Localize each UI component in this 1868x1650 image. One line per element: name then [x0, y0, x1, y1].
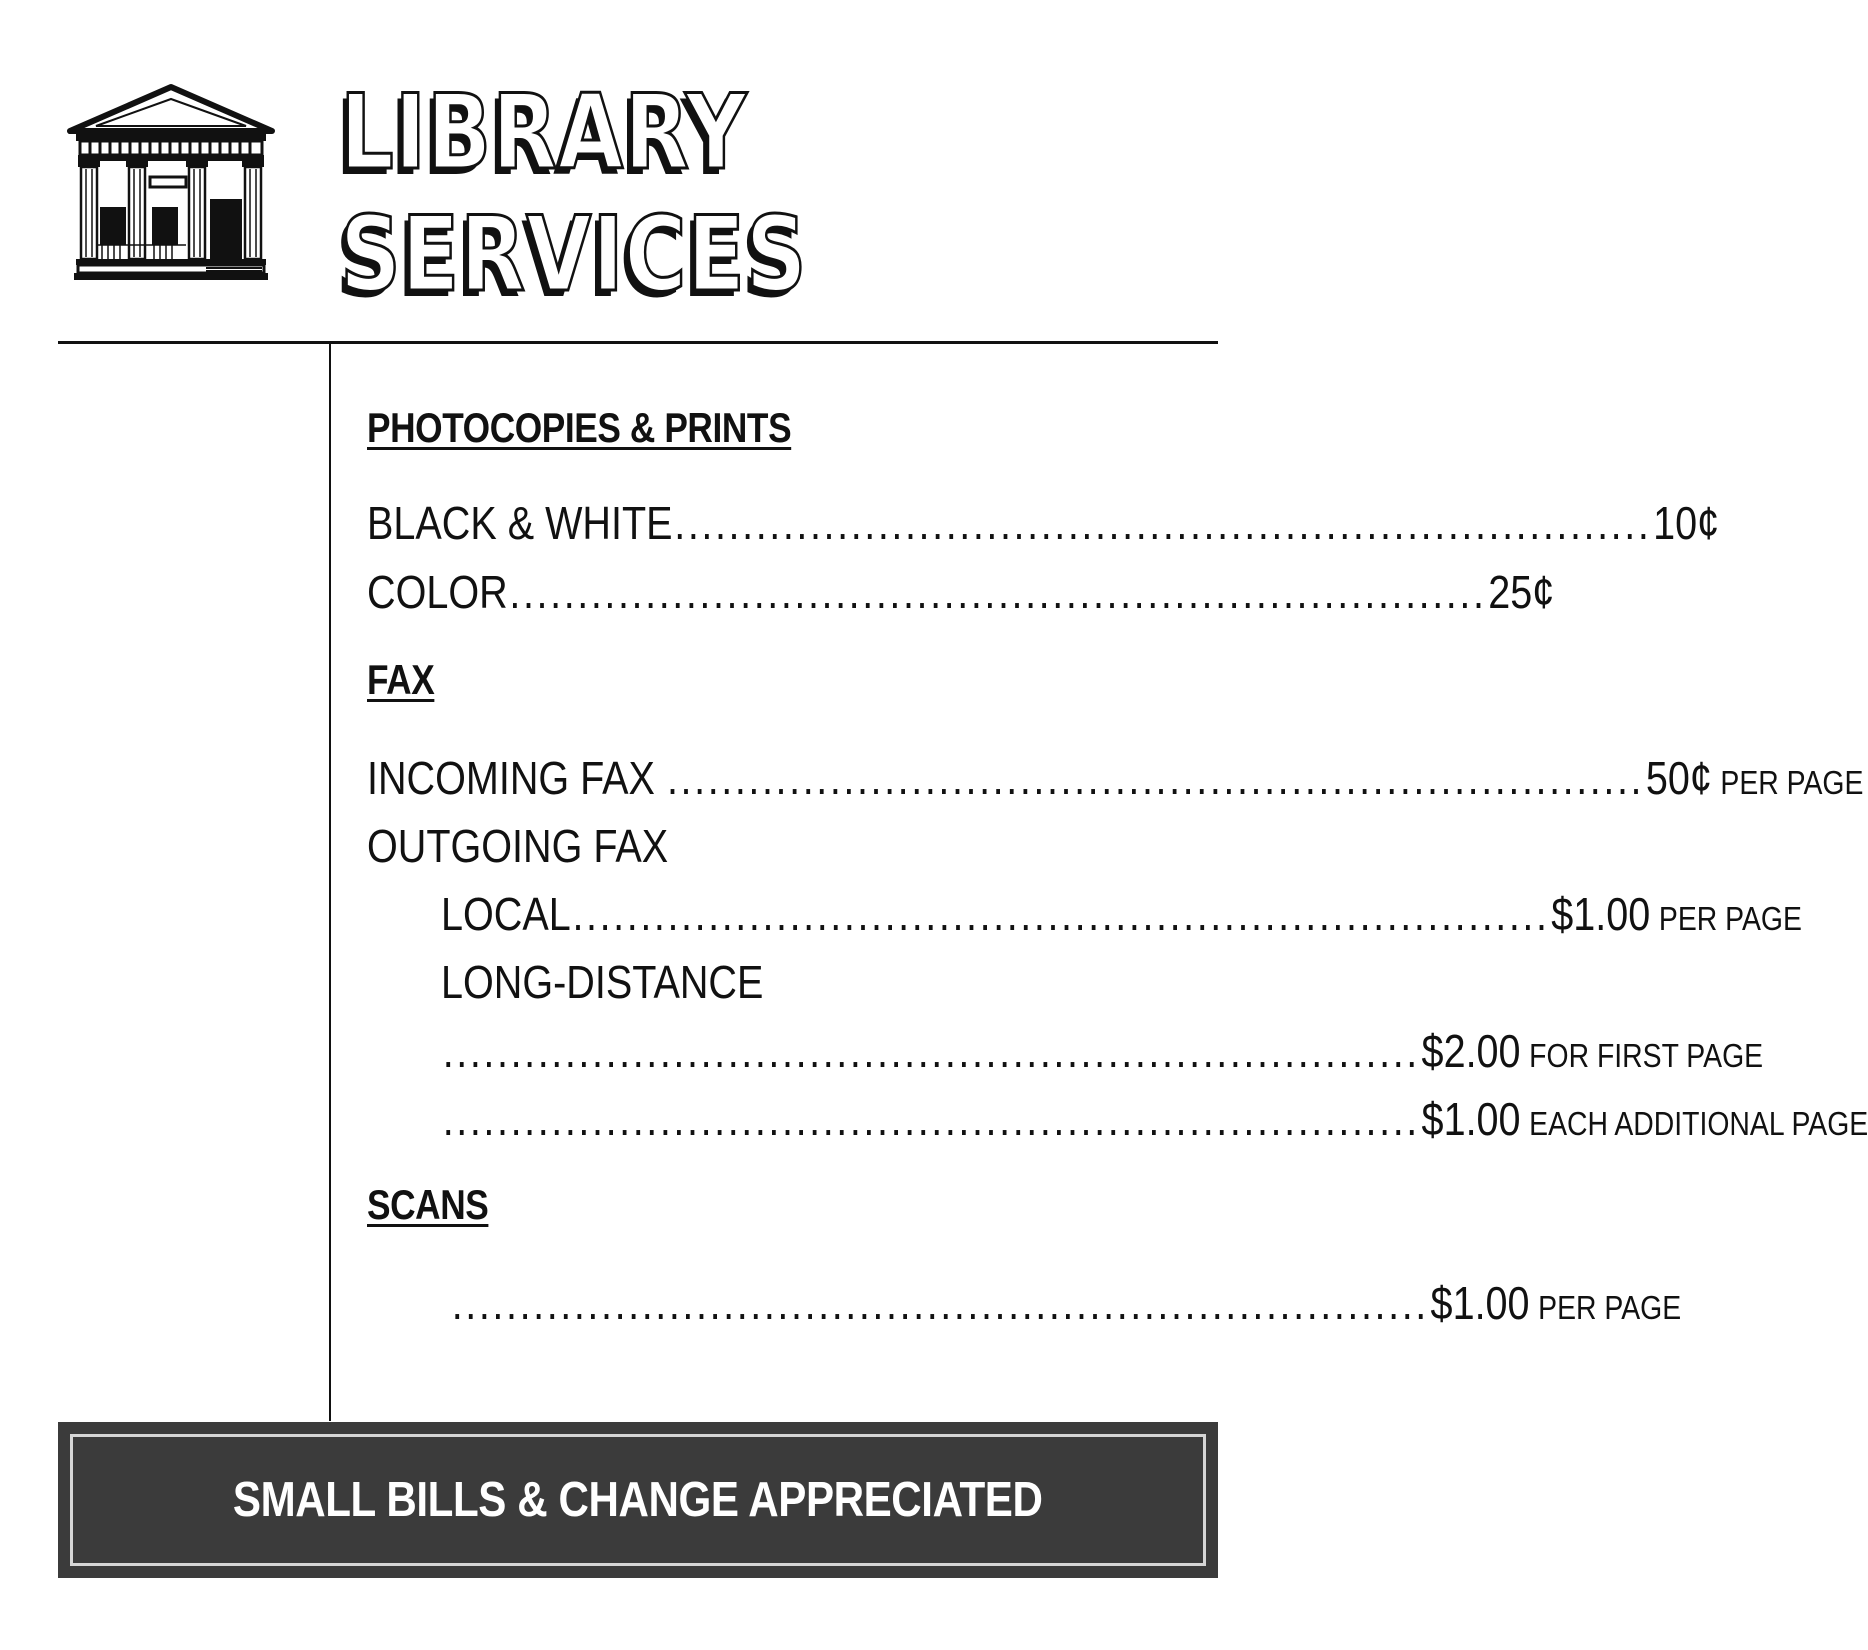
dot-leader: ........................................................................ — [666, 752, 1645, 804]
section-heading-fax: FAX — [367, 656, 435, 703]
footer-banner-frame — [70, 1434, 1206, 1566]
title-line-library: LIBRARY — [340, 73, 748, 193]
title-line-services: SERVICES — [340, 195, 808, 315]
price-row-scans — [450, 1273, 1682, 1333]
section-heading-scans: SCANS — [367, 1181, 489, 1228]
item-price: $1.00 — [1421, 1093, 1521, 1145]
section-heading-photocopies: PHOTOCOPIES & PRINTS — [367, 404, 792, 451]
dot-leader: ........................................................................ — [442, 1093, 1420, 1145]
dot-leader: ........................................................................ — [674, 497, 1652, 549]
item-unit: EACH ADDITIONAL PAGE — [1529, 1105, 1868, 1142]
dot-leader: ........................................................................ — [509, 566, 1487, 618]
price-row-color — [367, 562, 1555, 622]
footer-banner-text: SMALL BILLS & CHANGE APPRECIATED — [233, 1473, 1043, 1527]
item-unit: PER PAGE — [1720, 764, 1864, 801]
label-long-distance — [441, 952, 763, 1012]
item-label: BLACK & WHITE — [367, 497, 673, 549]
item-label: LONG-DISTANCE — [441, 956, 764, 1008]
price-row-long-distance-first — [441, 1021, 1764, 1081]
footer-banner — [58, 1422, 1218, 1578]
item-label: OUTGOING FAX — [367, 820, 669, 872]
dot-leader: ........................................................................ — [572, 888, 1550, 940]
label-outgoing-fax — [367, 816, 668, 876]
price-row-local-fax — [441, 884, 1802, 944]
item-label: COLOR — [367, 566, 508, 618]
item-price: 25¢ — [1488, 566, 1555, 618]
price-row-black-white — [367, 493, 1720, 553]
price-row-incoming-fax — [367, 748, 1864, 808]
item-price: 10¢ — [1653, 497, 1720, 549]
item-label: INCOMING FAX — [367, 752, 655, 804]
item-price: $1.00 — [1551, 888, 1651, 940]
item-unit: PER PAGE — [1658, 900, 1802, 937]
price-row-long-distance-additional — [441, 1089, 1868, 1149]
item-price: $2.00 — [1421, 1025, 1521, 1077]
item-label: LOCAL — [441, 888, 571, 940]
dot-leader: ........................................................................ — [451, 1277, 1429, 1329]
item-unit: PER PAGE — [1538, 1289, 1682, 1326]
item-price: 50¢ — [1645, 752, 1712, 804]
dot-leader: ........................................................................ — [442, 1025, 1420, 1077]
item-unit: FOR FIRST PAGE — [1529, 1037, 1764, 1074]
item-price: $1.00 — [1430, 1277, 1530, 1329]
